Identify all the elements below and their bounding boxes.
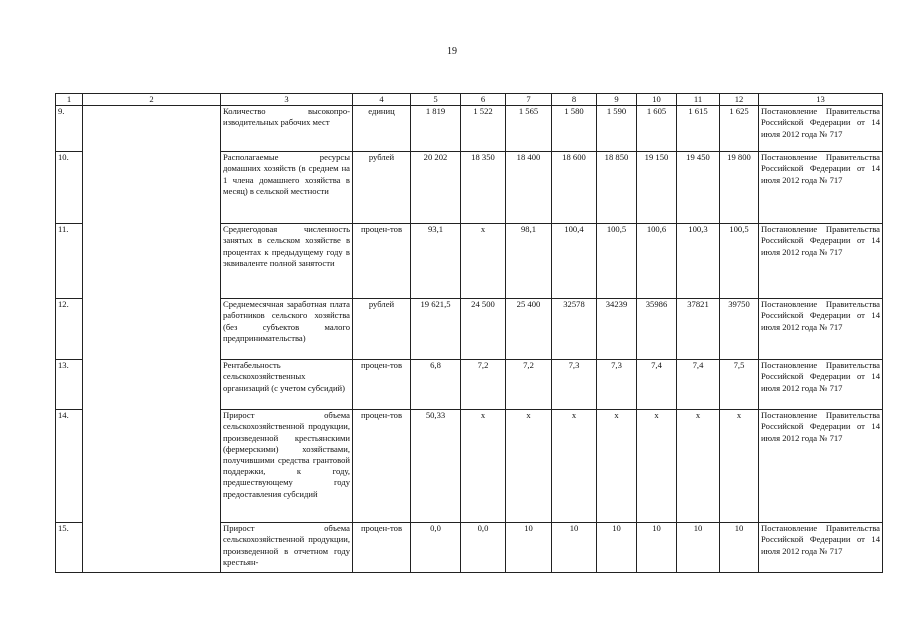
indicator-name: Прирост объема сельскохозяйственной продукции, произведенной в отчетном году крестьян-	[221, 523, 353, 573]
value-cell: 1 615	[677, 106, 720, 152]
unit-cell: рублей	[353, 299, 411, 360]
column-header: 11	[677, 94, 720, 106]
indicator-name: Располагаемые ресурсы домашних хозяйств (в среднем на 1 члена домашнего хозяйства в месяц) в сельской местности	[221, 152, 353, 224]
column-header: 3	[221, 94, 353, 106]
value-cell: 7,5	[720, 360, 759, 410]
unit-cell: процен-тов	[353, 360, 411, 410]
source-cell: Постановление Правительства Российской Федерации от 14 июля 2012 года № 717	[759, 523, 883, 573]
value-cell: 10	[597, 523, 637, 573]
row-number: 15.	[56, 523, 83, 573]
unit-cell: процен-тов	[353, 523, 411, 573]
indicator-name: Прирост объема сельскохозяйственной продукции, произведенной крестьянскими (фермерскими) хозяйствами, получившими средства грантовой поддержки, к году, предшествующему году предоставления субсидий	[221, 410, 353, 523]
source-cell: Постановление Правительства Российской Федерации от 14 июля 2012 года № 717	[759, 152, 883, 224]
value-cell: 100,5	[720, 224, 759, 299]
value-cell: 25 400	[506, 299, 552, 360]
value-cell: 100,5	[597, 224, 637, 299]
source-cell: Постановление Правительства Российской Федерации от 14 июля 2012 года № 717	[759, 360, 883, 410]
value-cell: 10	[677, 523, 720, 573]
value-cell: 1 625	[720, 106, 759, 152]
unit-cell: процен-тов	[353, 410, 411, 523]
value-cell: 7,3	[597, 360, 637, 410]
table-header-row	[56, 94, 883, 106]
unit-cell: рублей	[353, 152, 411, 224]
row-number: 14.	[56, 410, 83, 523]
unit-cell: единиц	[353, 106, 411, 152]
table-row	[56, 106, 883, 152]
row-number: 13.	[56, 360, 83, 410]
value-cell: 35986	[637, 299, 677, 360]
column-header: 9	[597, 94, 637, 106]
value-cell: 19 800	[720, 152, 759, 224]
empty-cell	[83, 106, 221, 573]
column-header: 7	[506, 94, 552, 106]
row-number: 9.	[56, 106, 83, 152]
value-cell: 6,8	[411, 360, 461, 410]
column-header: 1	[56, 94, 83, 106]
value-cell: 1 819	[411, 106, 461, 152]
value-cell: 24 500	[461, 299, 506, 360]
column-header: 12	[720, 94, 759, 106]
value-cell: 98,1	[506, 224, 552, 299]
value-cell: x	[597, 410, 637, 523]
page-number: 19	[447, 46, 457, 57]
indicator-name: Среднегодовая численность занятых в сельском хозяйстве в процентах к предыдущему году в эквиваленте полной занятости	[221, 224, 353, 299]
value-cell: 37821	[677, 299, 720, 360]
value-cell: x	[720, 410, 759, 523]
unit-cell: процен-тов	[353, 224, 411, 299]
value-cell: x	[506, 410, 552, 523]
value-cell: 1 605	[637, 106, 677, 152]
value-cell: 18 350	[461, 152, 506, 224]
source-cell: Постановление Правительства Российской Федерации от 14 июля 2012 года № 717	[759, 106, 883, 152]
column-header: 5	[411, 94, 461, 106]
value-cell: 10	[552, 523, 597, 573]
value-cell: x	[461, 224, 506, 299]
value-cell: 93,1	[411, 224, 461, 299]
column-header: 10	[637, 94, 677, 106]
source-cell: Постановление Правительства Российской Федерации от 14 июля 2012 года № 717	[759, 410, 883, 523]
value-cell: 100,6	[637, 224, 677, 299]
source-cell: Постановление Правительства Российской Федерации от 14 июля 2012 года № 717	[759, 224, 883, 299]
value-cell: 1 522	[461, 106, 506, 152]
value-cell: 20 202	[411, 152, 461, 224]
value-cell: x	[637, 410, 677, 523]
row-number: 11.	[56, 224, 83, 299]
value-cell: 19 621,5	[411, 299, 461, 360]
value-cell: 19 450	[677, 152, 720, 224]
value-cell: 1 590	[597, 106, 637, 152]
indicator-name: Количество высокопро-изводительных рабочих мест	[221, 106, 353, 152]
value-cell: 18 400	[506, 152, 552, 224]
row-number: 12.	[56, 299, 83, 360]
column-header: 6	[461, 94, 506, 106]
indicator-name: Рентабельность сельскохозяйственных организаций (с учетом субсидий)	[221, 360, 353, 410]
value-cell: 10	[506, 523, 552, 573]
value-cell: 7,2	[506, 360, 552, 410]
value-cell: 10	[720, 523, 759, 573]
source-cell: Постановление Правительства Российской Федерации от 14 июля 2012 года № 717	[759, 299, 883, 360]
value-cell: 1 580	[552, 106, 597, 152]
value-cell: 7,4	[637, 360, 677, 410]
indicator-name: Среднемесячная заработная плата работников сельского хозяйства (без субъектов малого предпринимательства)	[221, 299, 353, 360]
column-header: 2	[83, 94, 221, 106]
value-cell: x	[461, 410, 506, 523]
value-cell: 19 150	[637, 152, 677, 224]
row-number: 10.	[56, 152, 83, 224]
column-header: 4	[353, 94, 411, 106]
value-cell: 7,4	[677, 360, 720, 410]
value-cell: 1 565	[506, 106, 552, 152]
value-cell: 32578	[552, 299, 597, 360]
value-cell: 50,33	[411, 410, 461, 523]
value-cell: 7,2	[461, 360, 506, 410]
value-cell: 39750	[720, 299, 759, 360]
indicators-table	[55, 93, 883, 573]
value-cell: 100,4	[552, 224, 597, 299]
column-header: 13	[759, 94, 883, 106]
value-cell: x	[677, 410, 720, 523]
value-cell: x	[552, 410, 597, 523]
column-header: 8	[552, 94, 597, 106]
value-cell: 7,3	[552, 360, 597, 410]
value-cell: 10	[637, 523, 677, 573]
value-cell: 18 850	[597, 152, 637, 224]
value-cell: 34239	[597, 299, 637, 360]
value-cell: 100,3	[677, 224, 720, 299]
value-cell: 0,0	[411, 523, 461, 573]
value-cell: 18 600	[552, 152, 597, 224]
value-cell: 0,0	[461, 523, 506, 573]
